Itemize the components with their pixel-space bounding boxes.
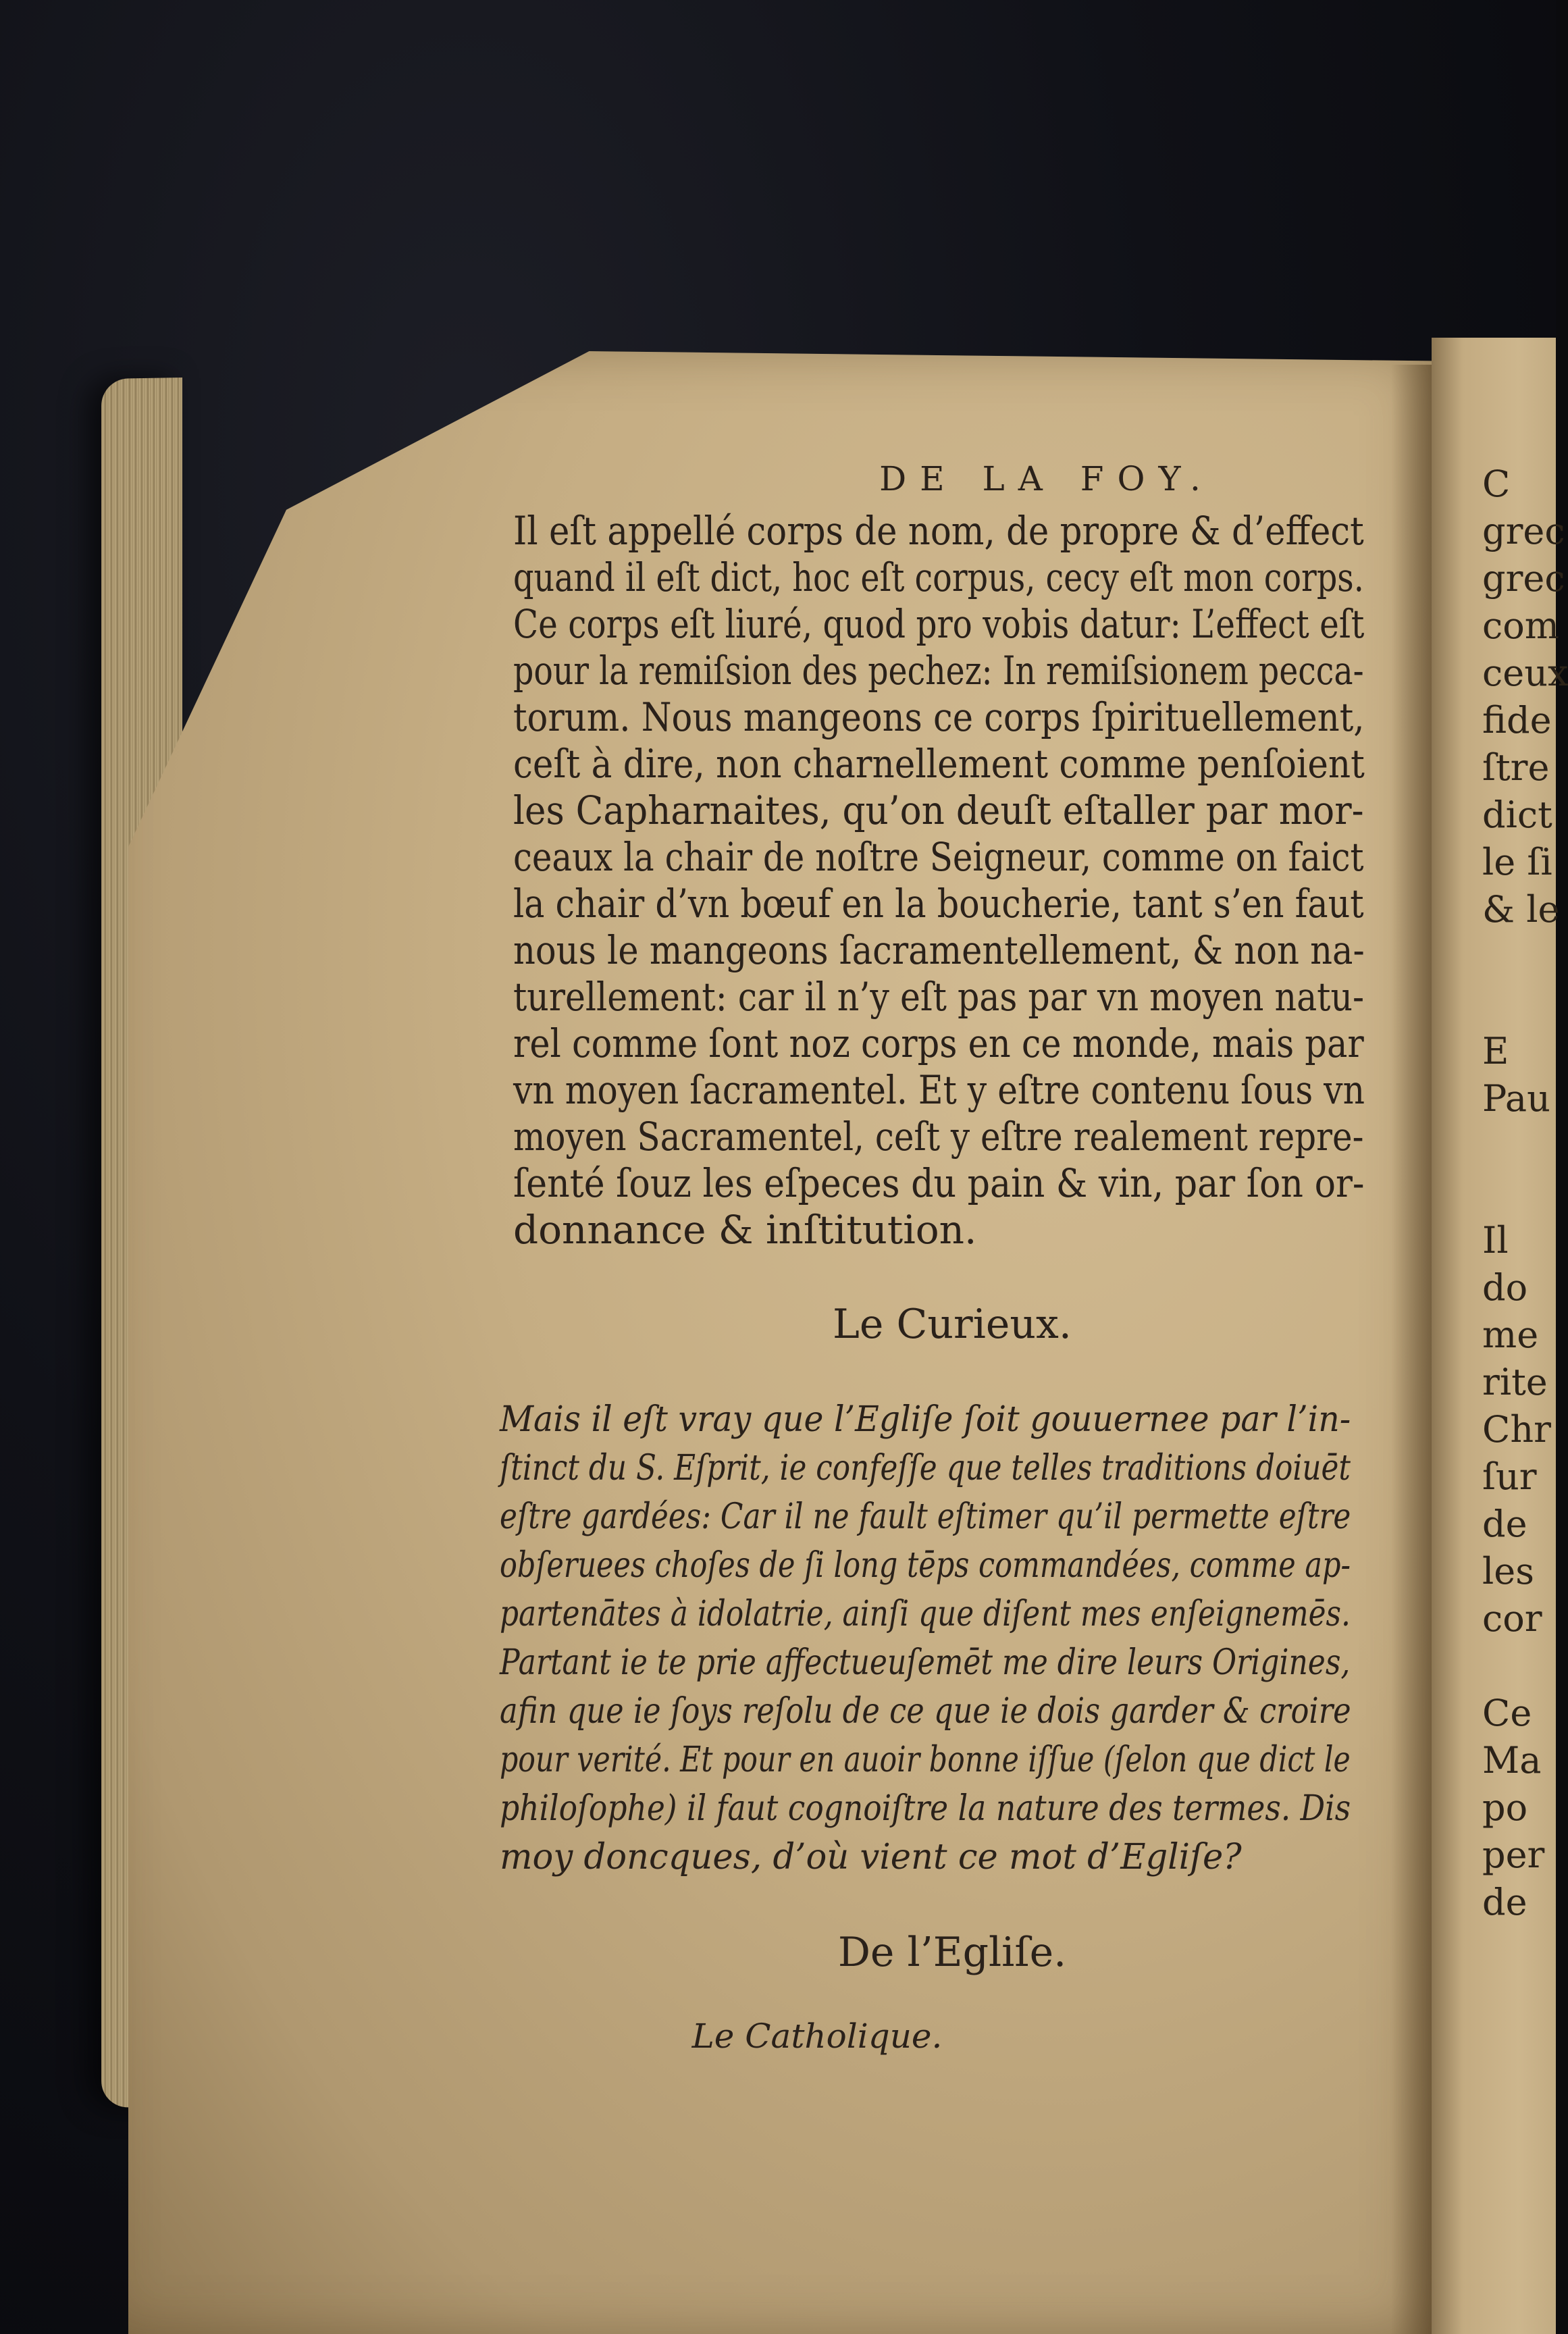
right-page-line: com <box>1482 604 1559 647</box>
right-page-line: Il <box>1482 1219 1509 1262</box>
italic-line: philoſophe) il faut cognoiſtre la nature des termes. Dis <box>500 1788 1351 1829</box>
body-line: ceaux la chair de noſtre Seigneur, comme on faict <box>513 834 1364 880</box>
italic-paragraph <box>500 1395 1364 1882</box>
right-page-line: ſur <box>1482 1455 1537 1498</box>
right-page-line: C <box>1482 463 1511 505</box>
right-page-line <box>1482 986 1556 1033</box>
right-page-line: po <box>1482 1786 1528 1829</box>
right-page-line: rite <box>1482 1361 1548 1403</box>
body-line: vn moyen ſacramentel. Et y eſtre contenu ſous vn <box>513 1067 1365 1113</box>
right-page-line: fide <box>1482 699 1552 742</box>
right-page-line <box>1482 1648 1556 1695</box>
body-line: pour la remiſsion des pechez: In remiſsionem pecca- <box>513 648 1364 694</box>
right-page-line <box>1482 1175 1556 1222</box>
italic-line: pour verité. Et pour en auoir bonne iſſue (ſelon que dict le <box>500 1740 1351 1780</box>
right-page-line <box>1482 939 1556 986</box>
body-line: la chair d’vn bœuf en la boucherie, tant s’en faut <box>513 881 1364 927</box>
body-line: quand il eſt dict, hoc eſt corpus, cecy eſt mon corps. <box>513 554 1364 600</box>
left-page-text <box>500 459 1365 2056</box>
right-page-line: ſtre <box>1482 746 1550 789</box>
italic-line: Partant ie te prie affectueuſemēt me dire leurs Origines, <box>500 1642 1351 1683</box>
right-page-line: & le <box>1482 888 1560 931</box>
italic-line: ſtinct du S. Eſprit, ie confeſſe que telles traditions doiuēt <box>500 1448 1351 1488</box>
right-page-line: per <box>1482 1834 1545 1876</box>
italic-line: afin que ie ſoys reſolu de ce que ie dois garder & croire <box>500 1691 1351 1732</box>
body-line: torum. Nous mangeons ce corps ſpirituellement, <box>513 694 1365 740</box>
body-line: rel comme ſont noz corps en ce monde, mais par <box>513 1020 1364 1066</box>
italic-line: partenātes à idolatrie, ainſi que diſent mes enſeignemēs. <box>500 1594 1351 1634</box>
right-page-line: de <box>1482 1881 1527 1923</box>
running-header: DE LA FOY. <box>879 459 1214 498</box>
body-line: turellement: car il n’y eſt pas par vn moyen natu- <box>513 974 1365 1020</box>
speaker-heading-catholique: Le Catholique. <box>691 2017 943 2056</box>
right-page-line: do <box>1482 1266 1528 1309</box>
italic-line: Mais il eſt vray que l’Egliſe ſoit gouuernee par l’in- <box>500 1399 1351 1440</box>
body-line: Il eſt appellé corps de nom, de propre & d’effect <box>513 508 1364 554</box>
body-paragraph <box>513 508 1364 1253</box>
right-page-text <box>1482 463 1568 1931</box>
right-page-line: Ce <box>1482 1692 1532 1734</box>
right-page-line <box>1482 1128 1556 1175</box>
section-heading-eglise: De l’Egliſe. <box>837 1929 1067 1976</box>
right-page-line: ceux <box>1482 652 1568 694</box>
italic-line: obſeruees choſes de ſi long tēps commandées, comme ap- <box>500 1545 1351 1586</box>
italic-line: eſtre gardées: Car il ne fault eſtimer qu’il permette eſtre <box>500 1497 1351 1537</box>
right-page-line: dict <box>1482 794 1552 836</box>
right-page-line: Pau <box>1482 1077 1550 1120</box>
body-line: Ce corps eſt liuré, quod pro vobis datur: L’effect eſt <box>513 601 1365 647</box>
section-heading-curieux: Le Curieux. <box>833 1301 1072 1348</box>
right-page-line: cor <box>1482 1597 1542 1640</box>
right-page-line: le ſi <box>1482 841 1552 883</box>
right-page-line: les <box>1482 1550 1534 1592</box>
body-line: ſenté ſouz les eſpeces du pain & vin, par ſon or- <box>513 1160 1365 1206</box>
body-line: moyen Sacramentel, ceſt y eſtre realement repre- <box>513 1114 1364 1160</box>
body-line: nous le mangeons ſacramentellement, & non na- <box>513 927 1365 973</box>
body-line: donnance & inſtitution. <box>513 1207 977 1253</box>
italic-line: moy doncques, d’où vient ce mot d’Egliſe? <box>500 1837 1242 1877</box>
right-page-line: grec <box>1482 510 1565 552</box>
body-line: ceſt à dire, non charnellement comme penſoient <box>513 741 1365 787</box>
right-page-line: grec <box>1482 557 1565 600</box>
right-page-line: Ma <box>1482 1739 1542 1782</box>
body-line: les Capharnaites, qu’on deuſt eſtaller par mor- <box>513 787 1364 833</box>
right-page-line: me <box>1482 1314 1539 1356</box>
right-page-line: E <box>1482 1030 1509 1072</box>
right-page-line: de <box>1482 1503 1527 1545</box>
right-page-line: Chr <box>1482 1408 1551 1451</box>
